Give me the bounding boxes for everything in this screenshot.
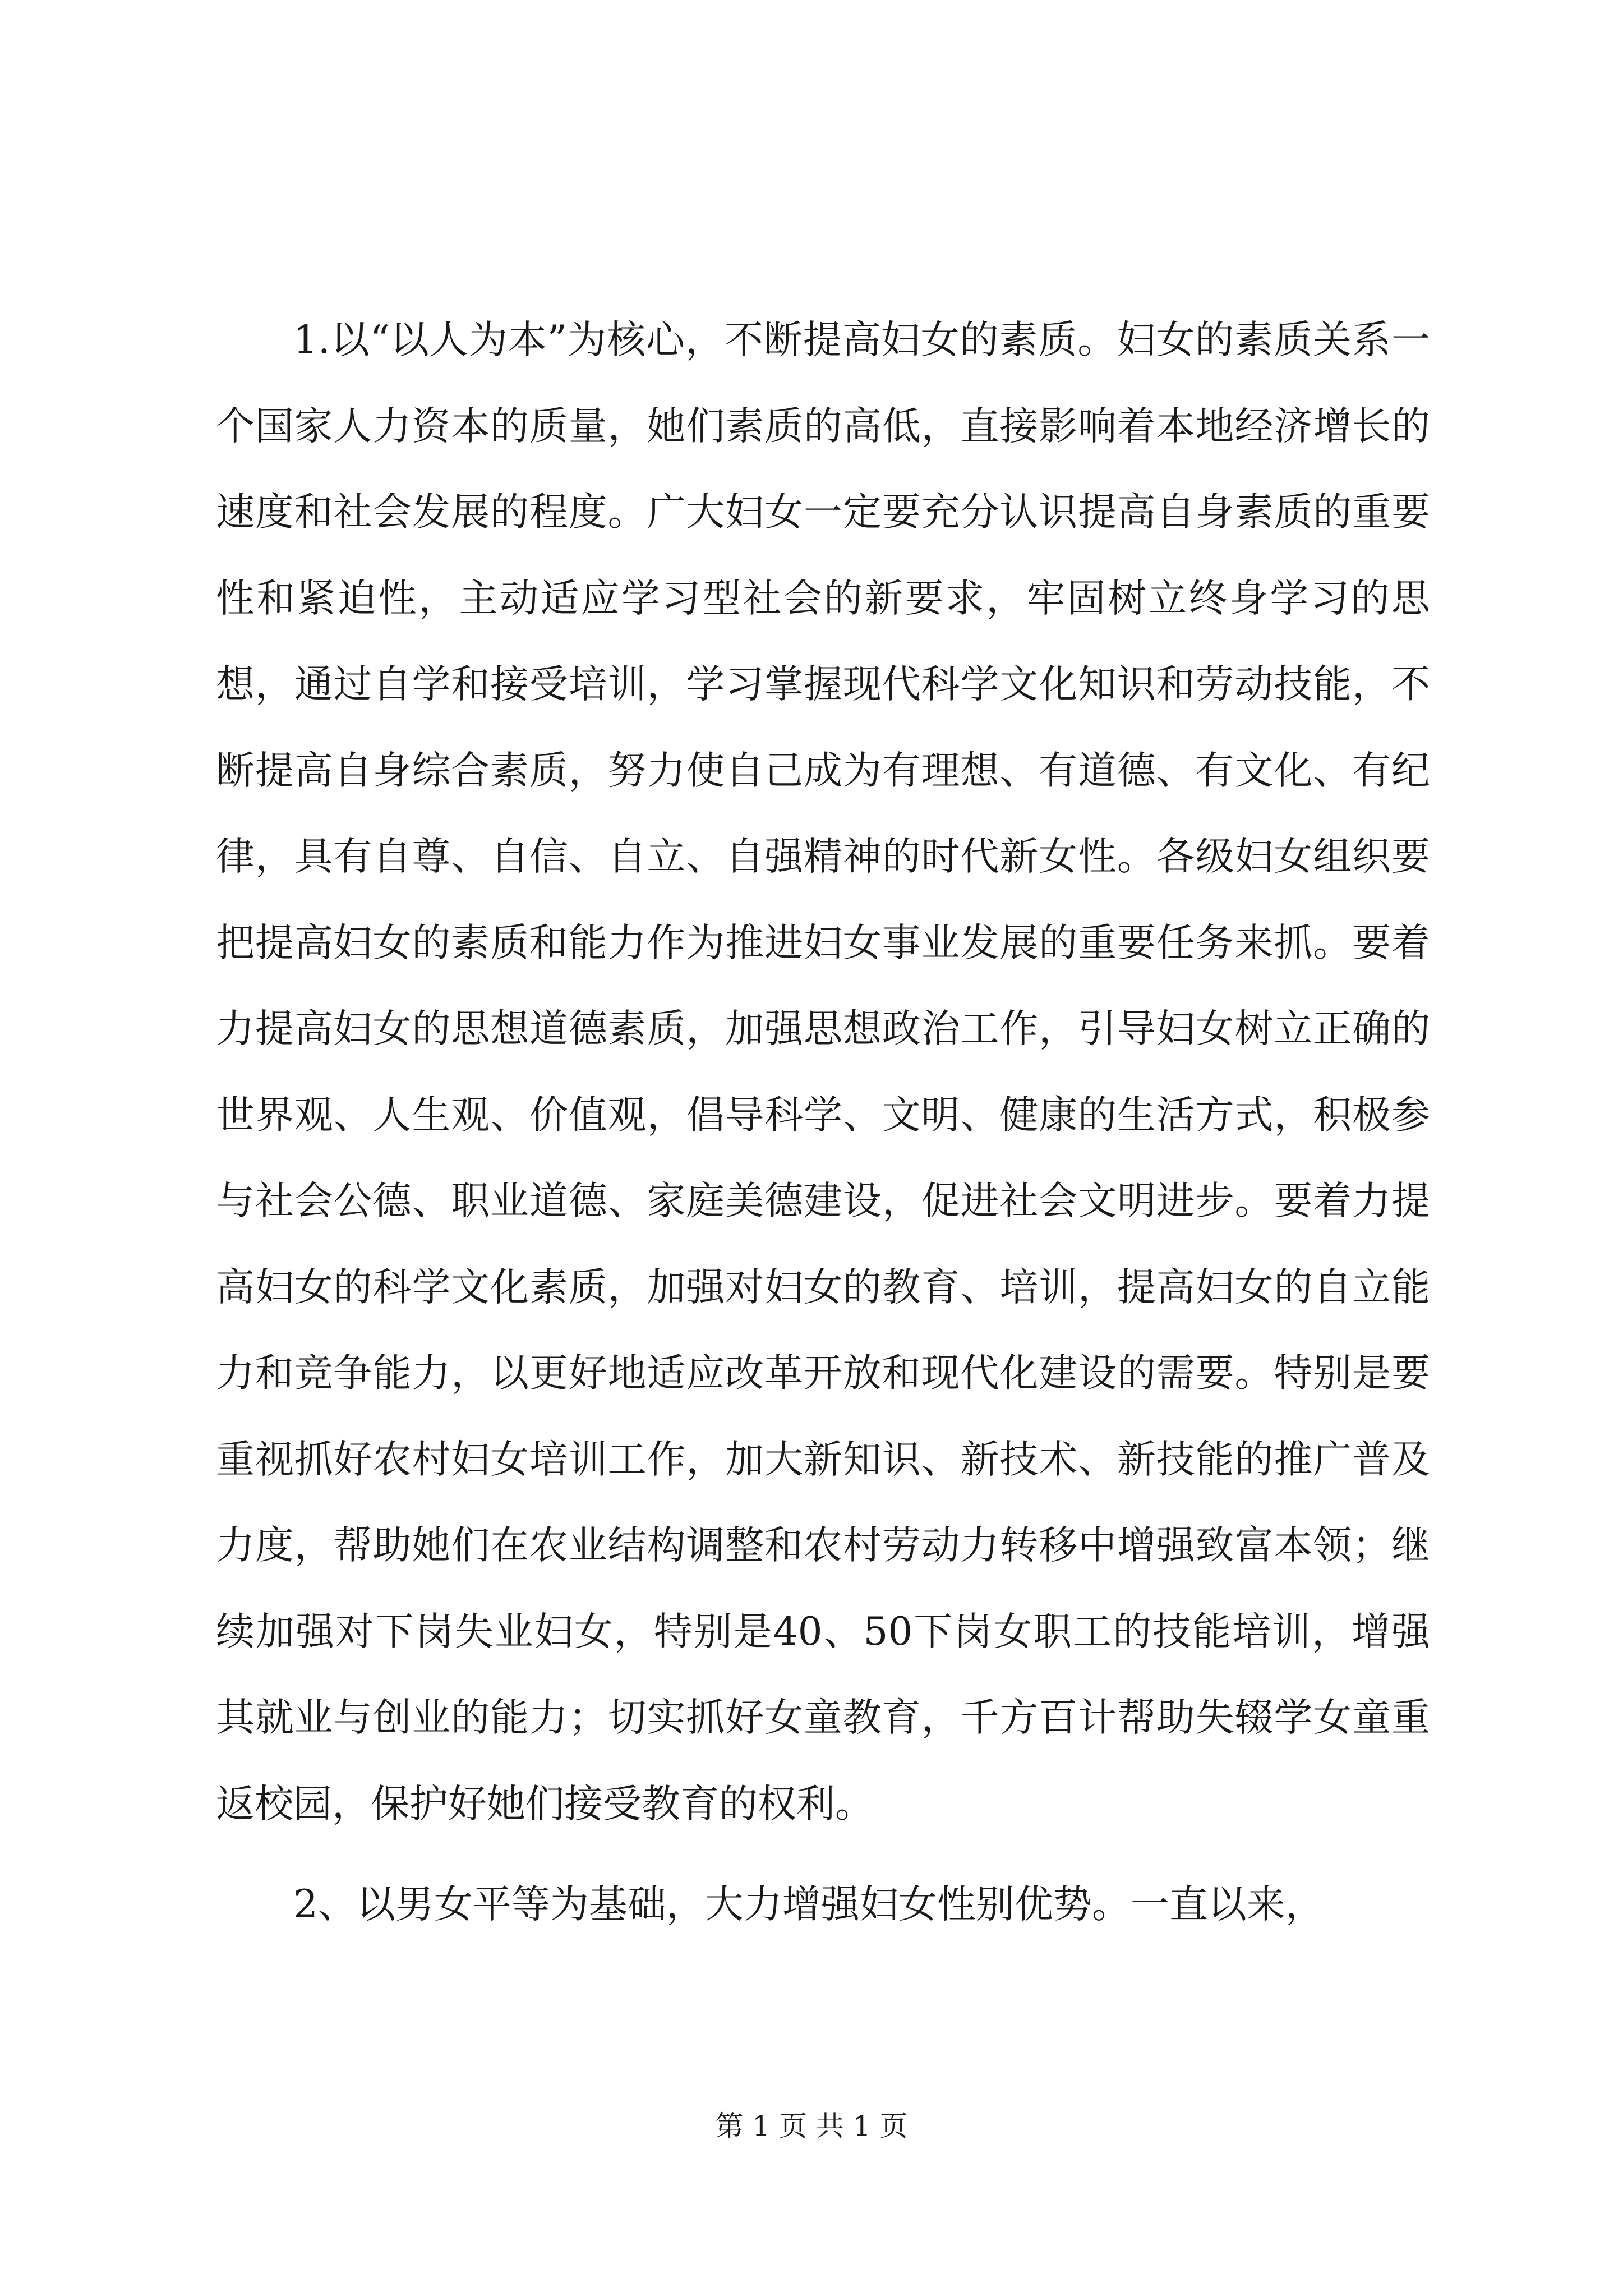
paragraph-1: 1.以“以人为本”为核心，不断提高妇女的素质。妇女的素质关系一个国家人力资本的质量，她们素质的高低，直接影响着本地经济增长的速度和社会发展的程度。广大妇女一定要充分认识提高自身素质的重要性和紧迫性，主动适应学习型社会的新要求，牢固树立终身学习的思想，通过自学和接受培训，学习掌握现代科学文化知识和劳动技能，不断提高自身综合素质，努力使自己成为有理想、有道德、有文化、有纪律，具有自尊、自信、自立、自强精神的时代新女性。各级妇女组织要把提高妇女的素质和能力作为推进妇女事业发展的重要任务来抓。要着力提高妇女的思想道德素质，加强思想政治工作，引导妇女树立正确的世界观、人生观、价值观，倡导科学、文明、健康的生活方式，积极参与社会公德、职业道德、家庭美德建设，促进社会文明进步。要着力提高妇女的科学文化素质，加强对妇女的教育、培训，提高妇女的自立能力和竞争能力，以更好地适应改革开放和现代化建设的需要。特别是要重视抓好农村妇女培训工作，加大新知识、新技术、新技能的推广普及力度，帮助她们在农业结构调整和农村劳动力转移中增强致富本领；继续加强对下岗失业妇女，特别是40、50下岗女职工的技能培训，增强其就业与创业的能力；切实抓好女童教育，千方百计帮助失辍学女童重返校园，保护好她们接受教育的权利。 — [216, 318, 1430, 1826]
paragraph-2: 2、以男女平等为基础，大力增强妇女性别优势。一直以来， — [293, 1882, 1324, 1927]
document-body — [216, 297, 1430, 1948]
page-footer: 第 1 页 共 1 页 — [715, 2110, 908, 2142]
